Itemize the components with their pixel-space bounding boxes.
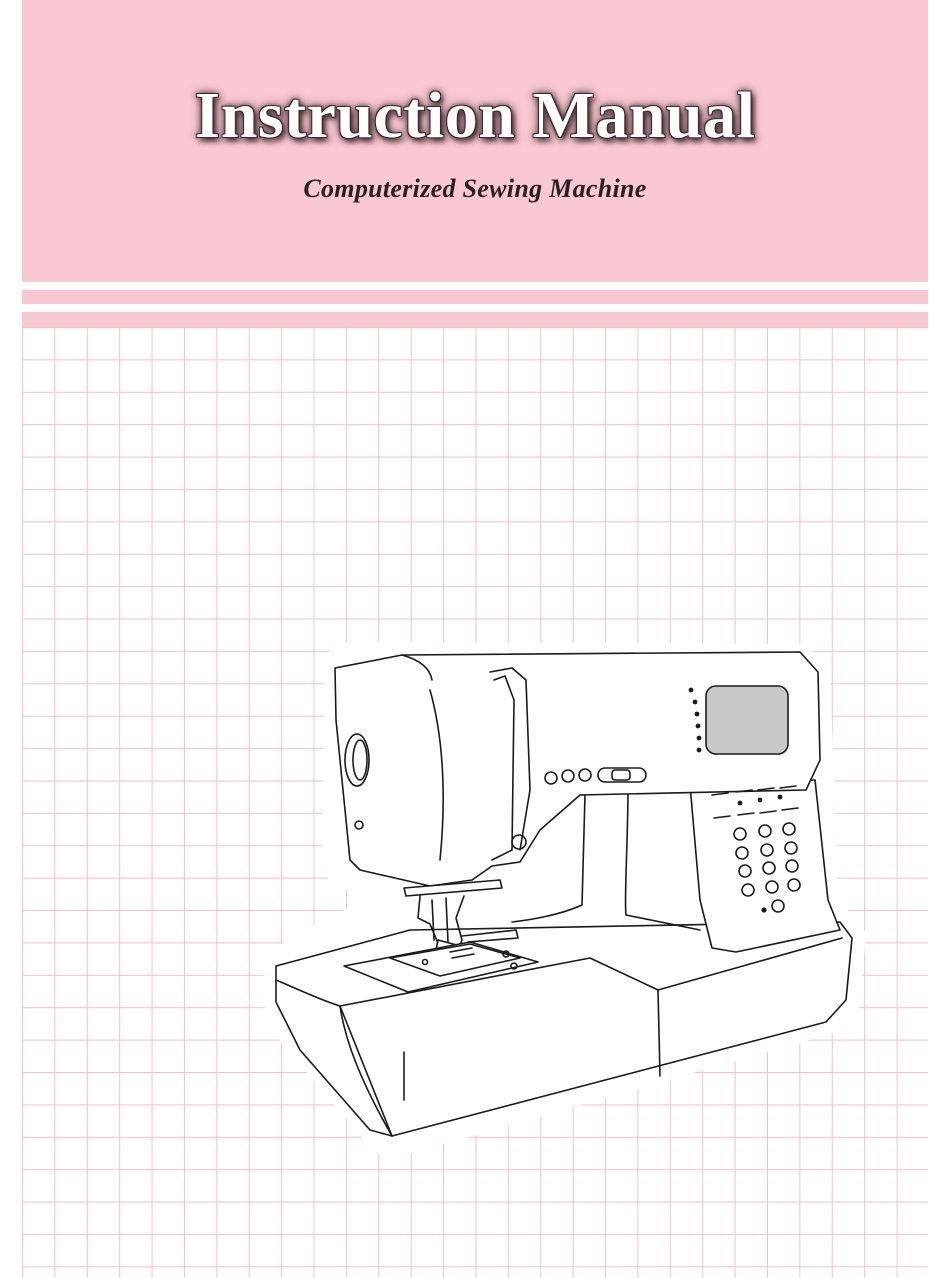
- cover-subtitle: Computerized Sewing Machine: [303, 174, 647, 203]
- cover-title: Instruction Manual: [194, 79, 756, 152]
